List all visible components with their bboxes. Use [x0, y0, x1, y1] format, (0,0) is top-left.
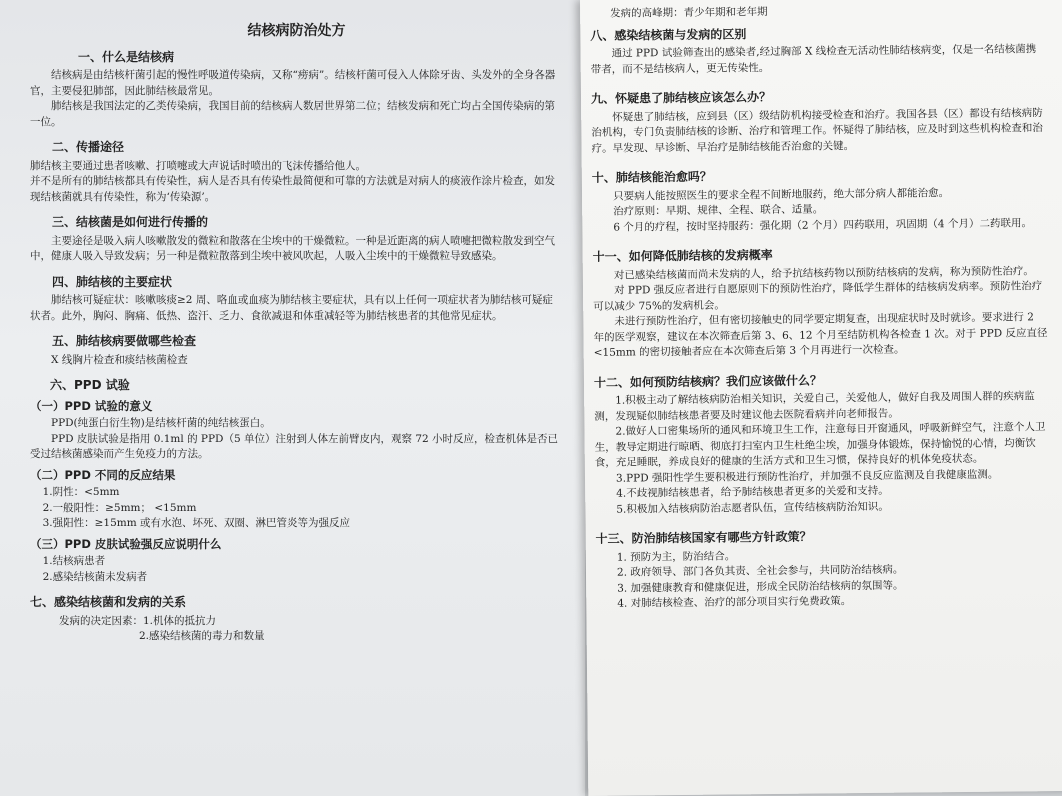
subsection-heading: （一）PPD 试验的意义 — [30, 398, 153, 413]
section-infection-vs-onset — [590, 24, 1044, 78]
section-curable — [592, 166, 1047, 236]
document-title: 结核病防治处方 — [247, 23, 346, 39]
section-heading: 十一、如何降低肺结核的发病概率 — [592, 247, 773, 264]
section-heading: 五、肺结核病要做哪些检查 — [52, 334, 197, 348]
paragraph: 肺结核主要通过患者咳嗽、打喷嚏或大声说话时喷出的飞沫传播给他人。 — [30, 159, 366, 172]
paragraph: 发病的高峰期：青少年期和老年期 — [610, 6, 768, 20]
paragraph: 发病的决定因素：1.机体的抵抗力 — [59, 614, 217, 627]
paragraph: 主要途径是吸入病人咳嗽散发的微粒和散落在尘埃中的干燥微粒。一种是近距离的病人喷嚏把微粒散发到空气中，健康人吸入导致发病；另一种是微粒散落到尘埃中被风吹起，人吸入尘埃中的干燥微粒导致感染。 — [30, 234, 555, 262]
list-item: 3.PPD 强阳性学生要积极进行预防性治疗，并加强不良反应监测及自我健康监测。 — [615, 468, 999, 485]
list-item: 2. 政府领导、部门各负其责、全社会参与，共同防治结核病。 — [616, 563, 904, 579]
right-page — [580, 0, 1062, 796]
list-item: 2.感染结核菌未发病者 — [42, 570, 148, 583]
section-heading: 十、肺结核能治愈吗？ — [591, 169, 712, 185]
paragraph: 6 个月的疗程，按时坚持服药：强化期（2 个月）四药联用，巩固期（4 个月）二药联用。 — [613, 216, 1032, 234]
section-heading: 一、什么是结核病 — [78, 49, 175, 64]
section-ppd-test — [30, 378, 563, 585]
section-heading: 七、感染结核菌和发病的关系 — [30, 595, 187, 609]
section-heading: 八、感染结核菌与发病的区别 — [590, 26, 747, 43]
list-item: 4. 对肺结核检查、治疗的部分项目实行免费政策。 — [617, 595, 852, 610]
paragraph: 2.感染结核菌的毒力和数量 — [139, 630, 265, 642]
paragraph: PPD(纯蛋白衍生物)是结核杆菌的纯结核蛋白。 — [51, 417, 271, 429]
section-infection-and-onset — [30, 595, 563, 645]
paragraph: X 线胸片检查和痰结核菌检查 — [51, 353, 188, 366]
section-heading: 四、肺结核的主要症状 — [52, 274, 173, 289]
section-prevention — [594, 371, 1049, 518]
list-item: 2.做好人口密集场所的通风和环境卫生工作，注意每日开窗通风，呼吸新鲜空气，注意个人卫生，教导定期进行晾晒、彻底打扫室内卫生杜绝尘埃，加强身体锻炼，保持愉悦的心情，均衡饮食，充足睡眠，养成良好的健康的生活方式和卫生习惯，保持良好的机体免疫状态。 — [594, 421, 1046, 469]
paragraph: 治疗原则：早期、规律、全程、联合、适量。 — [613, 203, 824, 218]
section-examinations — [30, 334, 563, 368]
paragraph: 只要病人能按照医生的要求全程不间断地服药，绝大部分病人都能治愈。 — [612, 186, 950, 203]
section-heading: 十三、防治肺结核国家有哪些方针政策？ — [595, 529, 812, 546]
paragraph: 肺结核可疑症状：咳嗽咳痰≥2 周、咯血或血痰为肺结核主要症状，具有以上任何一项症状者为肺结核可疑症状者。此外，胸闷、胸痛、低热、盗汗、乏力、食欲减退和体重减轻等为肺结核患者的其他常见症状。 — [30, 294, 553, 322]
section-heading: 十二、如何预防结核病？我们应该做什么？ — [593, 372, 823, 390]
paragraph: 对 PPD 强反应者进行自愿原则下的预防性治疗，降低学生群体的结核病发病率。预防性治疗可以减少 75%的发病机会。 — [593, 280, 1043, 313]
section-symptoms — [30, 275, 563, 325]
paragraph: PPD 皮肤试验是指用 0.1ml 的 PPD（5 单位）注射到人体左前臂皮内，观察 72 小时反应，检查机体是否已受过结核菌感染而产生免疫力的方法。 — [30, 432, 559, 460]
section-heading: 二、传播途径 — [52, 140, 125, 154]
list-item: 4.不歧视肺结核患者，给予肺结核患者更多的关爱和支持。 — [616, 484, 889, 500]
list-item: 3.强阳性：≥15mm 或有水泡、坏死、双圈、淋巴管炎等为强反应 — [42, 517, 351, 529]
section-heading: 三、结核菌是如何进行传播的 — [52, 215, 209, 229]
list-item: 1.积极主动了解结核病防治相关知识，关爱自己，关爱他人，做好自我及周围人群的疾病监测，发现疑似肺结核患者要及时建议他去医院看病并向老师报告。 — [594, 390, 1035, 423]
list-item: 5.积极加入结核病防治志愿者队伍，宣传结核病防治知识。 — [616, 500, 889, 516]
section-reduce-risk — [593, 245, 1048, 361]
section-transmission-route — [30, 140, 563, 205]
section-what-is-tb — [30, 50, 563, 131]
paragraph: 未进行预防性治疗，但有密切接触史的同学要定期复查，出现症状时及时就诊。要求进行 2 年的医学观察，建议在本次筛查后第 3、6、12 个月至结防机构各检查 1 次。对于 PPD 反应直径<15mm 的密切接触者应在本次筛查后第 3 个月再进行一次检查。 — [593, 311, 1048, 359]
section-heading: 九、怀疑患了肺结核应该怎么办？ — [590, 90, 772, 106]
section-heading: 六、PPD 试验 — [50, 378, 130, 392]
paragraph: 通过 PPD 试验筛查出的感染者,经过胸部 X 线检查无活动性肺结核病变，仅是一名结核菌携带者，而不是结核病人，更无传染性。 — [590, 43, 1037, 76]
list-item: 1. 预防为主，防治结合。 — [616, 549, 736, 564]
list-item: 1.结核病患者 — [42, 555, 106, 567]
section-how-spread — [30, 215, 563, 265]
paragraph: 肺结核是我国法定的乙类传染病，我国目前的结核病人数居世界第二位；结核发病和死亡均占全国传染病的第一位。 — [30, 100, 555, 128]
paragraph: 结核病是由结核杆菌引起的慢性呼吸道传染病，又称“痨病”。结核杆菌可侵入人体除牙齿、头发外的全身各器官，主要侵犯肺部，因此肺结核最常见。 — [30, 69, 556, 97]
subsection-heading: （二）PPD 不同的反应结果 — [30, 467, 176, 482]
subsection-heading: （三）PPD 皮肤试验强反应说明什么 — [30, 536, 222, 551]
list-item: 1.阴性：<5mm — [42, 486, 120, 498]
list-item: 3. 加强健康教育和健康促进，形成全民防治结核病的氛围等。 — [617, 579, 904, 595]
section-suspected-tb — [591, 87, 1046, 157]
paragraph: 怀疑患了肺结核，应到县（区）级结防机构接受检查和治疗。我国各县（区）都设有结核病防治机构，专门负责肺结核的诊断、治疗和管理工作。怀疑得了肺结核，应及时到这些机构检查和治疗。早发现、早诊断、早治疗是肺结核能否治愈的关键。 — [591, 106, 1043, 155]
list-item: 2.一般阳性：≥5mm； <15mm — [42, 501, 197, 514]
section-national-policy — [596, 527, 1051, 612]
paragraph: 并不是所有的肺结核都具有传染性，病人是否具有传染性最简便和可靠的方法就是对病人的痰液作涂片检查，如发现结核菌就具有传染性，称为‘传染源’。 — [30, 175, 555, 203]
paragraph: 对已感染结核菌而尚未发病的人，给予抗结核药物以预防结核病的发病，称为预防性治疗。 — [613, 264, 1034, 282]
